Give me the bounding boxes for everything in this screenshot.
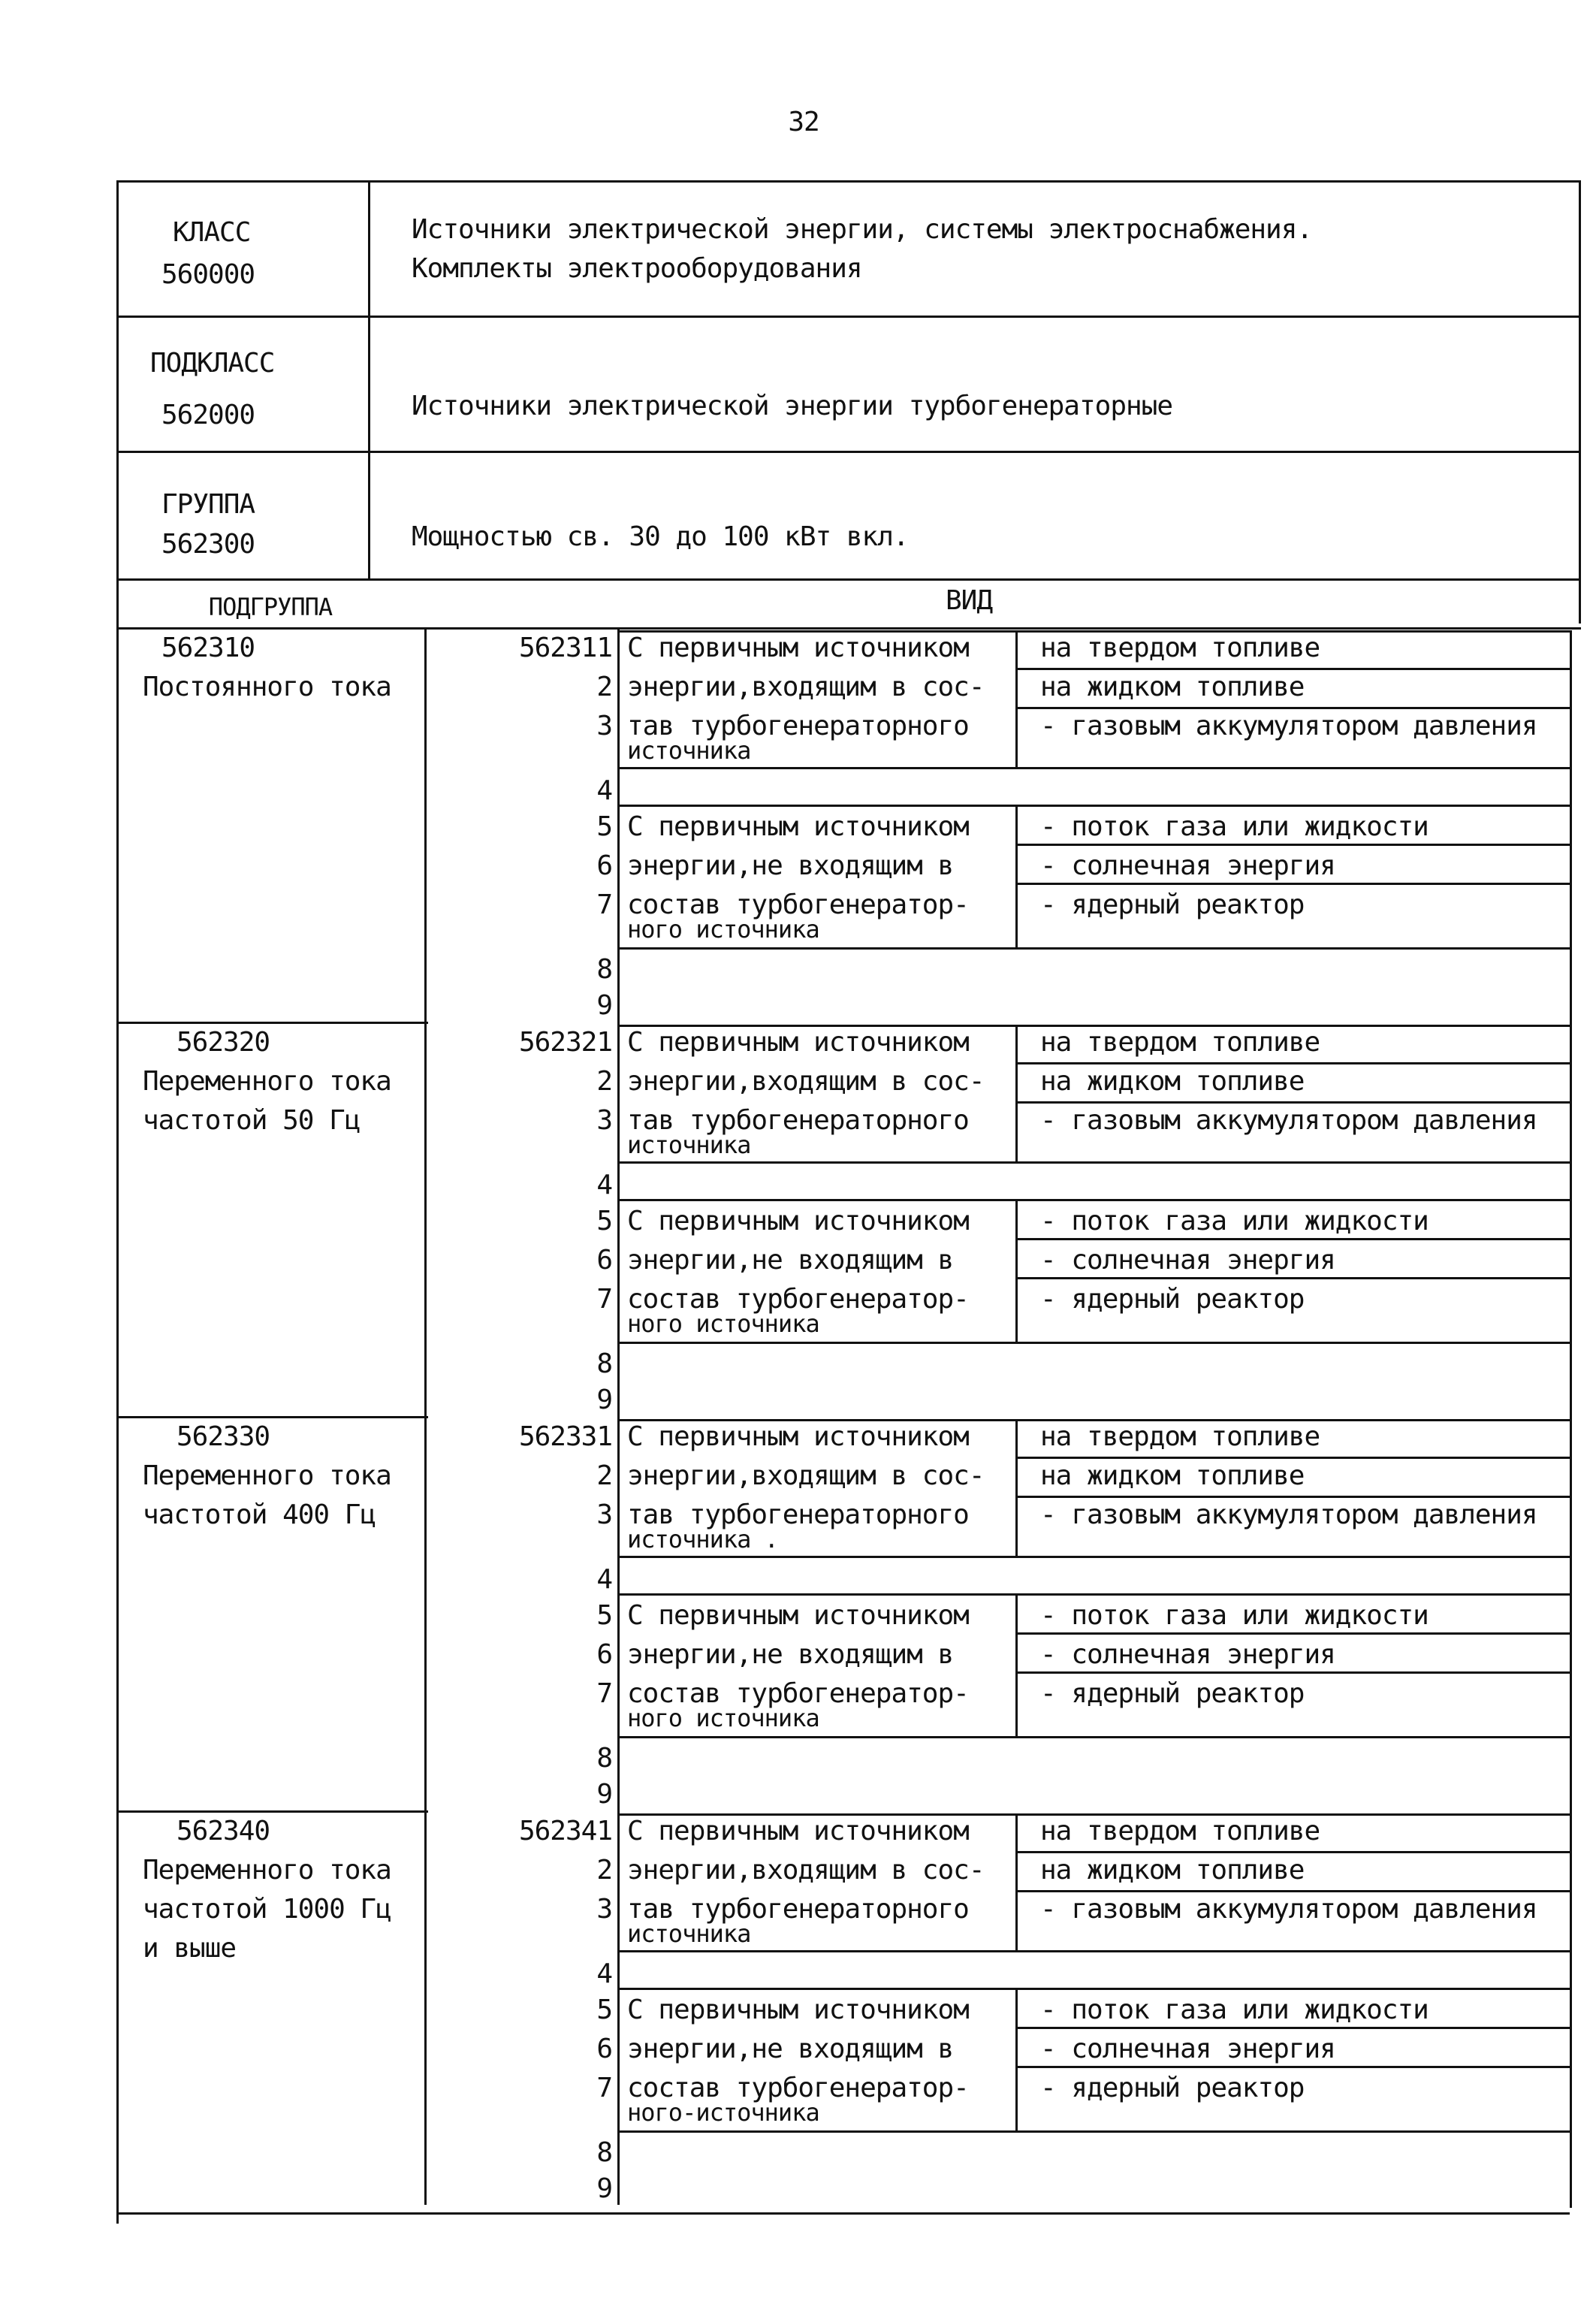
subclass-text: Источники электрической энергии турбогенераторные [412,391,1173,421]
kind-description: состав турбогенератор- [627,1678,969,1709]
kind-description: энергии,не входящим в [627,2034,954,2064]
kind-value: - поток газа или жидкости [1040,1994,1429,2025]
row-line [1015,1238,1570,1240]
kind-number: 562321 [518,1027,612,1058]
subgroup-code: 562310 [161,633,255,663]
subgroup-column-header: ПОДГРУППА [208,593,333,621]
number-column-divider [617,1022,620,1416]
kind-description: состав турбогенератор- [627,2073,969,2103]
row-line [617,1199,1570,1201]
kind-number: 4 [596,1564,612,1595]
kind-value: - поток газа или жидкости [1040,1600,1429,1631]
kind-value-divider [1015,1593,1018,1736]
row-line [617,1988,1570,1990]
kind-description: энергии,входящим в сос- [627,1066,985,1097]
kind-number: 562331 [518,1421,612,1452]
row-line [617,767,1570,769]
kind-number: 9 [596,1385,612,1415]
kind-description: состав турбогенератор- [627,1284,969,1315]
kind-description: С первичным источником [627,1600,969,1631]
kind-value: - газовым аккумулятором давления [1040,1105,1537,1136]
kind-number: 6 [596,1639,612,1670]
kind-value: на жидком топливе [1040,1460,1305,1491]
class-text-line2: Комплекты электрооборудования [412,253,862,284]
kind-description: состав турбогенератор- [627,889,969,920]
group-label: ГРУППА [161,489,255,520]
kind-description: источника [627,1131,751,1159]
row-line [1015,1101,1570,1104]
subgroup-name: и выше [143,1933,237,1964]
row-line [1015,1890,1570,1892]
kind-number: 3 [596,1499,612,1530]
kind-description: ного источника [627,1704,819,1732]
kind-number: 7 [596,1678,612,1709]
kind-value: - солнечная энергия [1040,1245,1335,1276]
page-number: 32 [788,107,819,137]
kind-value: на жидком топливе [1040,1066,1305,1097]
kind-value: - ядерный реактор [1040,1284,1305,1315]
row-line [1015,707,1570,709]
kind-number: 4 [596,775,612,806]
kind-value: на твердом топливе [1040,1816,1320,1847]
kind-value-divider [1015,1419,1018,1556]
kind-value-divider [1015,630,1018,767]
kind-number: 8 [596,2137,612,2168]
table-bottom-border [116,2212,1570,2215]
row-line [1015,2027,1570,2029]
row-line [617,1556,1570,1558]
subclass-label: ПОДКЛАСС [150,348,275,379]
kind-value: - газовым аккумулятором давления [1040,1499,1537,1530]
kind-value: на жидком топливе [1040,672,1305,702]
kind-number: 2 [596,1855,612,1886]
kind-number: 5 [596,1994,612,2025]
row-line [1015,1277,1570,1279]
kind-value: - газовым аккумулятором давления [1040,1894,1537,1925]
subclass-code: 562000 [161,400,255,430]
table-right-border [1570,1813,1572,2208]
kind-description: источника [627,1919,751,1948]
row-line [1015,2066,1570,2068]
kind-number: 3 [596,1894,612,1925]
row-line [1015,1632,1570,1635]
kind-number: 5 [596,1206,612,1237]
subgroup-name: Переменного тока [143,1066,391,1097]
kind-number: 6 [596,850,612,881]
kind-description: С первичным источником [627,1421,969,1452]
row-line [617,805,1570,807]
kind-description: тав турбогенераторного [627,1105,969,1136]
row-line [617,1736,1570,1738]
subgroup-name: Переменного тока [143,1460,391,1491]
row-line [617,1593,1570,1596]
table-right-border [1570,1025,1572,1419]
kind-value: - газовым аккумулятором давления [1040,711,1537,741]
row-line [617,2130,1570,2133]
class-label: КЛАСС [173,217,251,248]
kind-number: 562311 [518,633,612,663]
kind-number: 6 [596,2034,612,2064]
row-line [1015,883,1570,885]
kind-description: ного источника [627,1309,819,1338]
subgroup-divider [116,1416,428,1418]
number-column-divider [617,1810,620,2205]
kind-value-divider [1015,1813,1018,1950]
row-line [1015,668,1570,670]
row-line [617,1950,1570,1952]
kind-number: 5 [596,1600,612,1631]
kind-description: С первичным источником [627,1206,969,1237]
kind-number: 9 [596,2173,612,2204]
class-code: 560000 [161,259,255,290]
kind-description: энергии,не входящим в [627,1245,954,1276]
kind-description: С первичным источником [627,1994,969,2025]
row-line [617,1342,1570,1344]
kind-value-divider [1015,1199,1018,1342]
group-code: 562300 [161,529,255,560]
subgroup-name: Постоянного тока [143,672,391,702]
table-right-border [1570,1419,1572,1813]
row-line [1015,1457,1570,1459]
kind-value: на жидком топливе [1040,1855,1305,1886]
kind-description: источника [627,736,751,765]
row-line [1015,1851,1570,1853]
kind-description: энергии,входящим в сос- [627,1855,985,1886]
row-line [1015,1671,1570,1674]
kind-value: - солнечная энергия [1040,2034,1335,2064]
row-line [1015,844,1570,846]
kind-number: 6 [596,1245,612,1276]
subgroup-code: 562340 [176,1816,270,1847]
kind-value: - поток газа или жидкости [1040,811,1429,842]
kind-value-divider [1015,1025,1018,1161]
row-line [617,947,1570,950]
kind-description: энергии,входящим в сос- [627,672,985,702]
kind-number: 8 [596,954,612,985]
kind-number: 5 [596,811,612,842]
subgroup-name: частотой 1000 Гц [143,1894,391,1925]
kind-description: С первичным источником [627,1816,969,1847]
kind-description: энергии,не входящим в [627,1639,954,1670]
kind-column-header: ВИД [945,585,993,616]
kind-number: 562341 [518,1816,612,1847]
kind-value: - ядерный реактор [1040,1678,1305,1709]
kind-description: энергии,входящим в сос- [627,1460,985,1491]
row-line [1015,1062,1570,1064]
group-text: Мощностью св. 30 до 100 кВт вкл. [412,521,909,552]
row-line [617,1161,1570,1164]
kind-number: 3 [596,1105,612,1136]
subgroup-divider [116,1810,428,1813]
class-text-line1: Источники электрической энергии, системы электроснабжения. [412,214,1313,245]
kind-value: - солнечная энергия [1040,850,1335,881]
kind-number: 4 [596,1170,612,1200]
number-column-divider [617,627,620,1022]
kind-description: ного-источника [627,2098,819,2127]
kind-description: тав турбогенераторного [627,711,969,741]
subgroup-code: 562320 [176,1027,270,1058]
number-column-divider [617,1416,620,1810]
table-right-border [1570,630,1572,1025]
kind-description: С первичным источником [627,811,969,842]
row-line [1015,1496,1570,1498]
kind-value: на твердом топливе [1040,633,1320,663]
kind-number: 9 [596,1779,612,1810]
subgroup-name: Переменного тока [143,1855,391,1886]
kind-number: 2 [596,672,612,702]
kind-number: 9 [596,990,612,1021]
subgroup-divider [116,627,428,630]
kind-number: 3 [596,711,612,741]
kind-number: 2 [596,1066,612,1097]
kind-number: 7 [596,1284,612,1315]
kind-number: 7 [596,889,612,920]
kind-description: источника . [627,1525,778,1554]
kind-number: 2 [596,1460,612,1491]
kind-number: 8 [596,1348,612,1379]
kind-value: - солнечная энергия [1040,1639,1335,1670]
kind-value: - ядерный реактор [1040,2073,1305,2103]
kind-description: тав турбогенераторного [627,1499,969,1530]
kind-description: ного источника [627,915,819,944]
kind-value: на твердом топливе [1040,1027,1320,1058]
subgroup-code: 562330 [176,1421,270,1452]
kind-value: - ядерный реактор [1040,889,1305,920]
kind-value: - поток газа или жидкости [1040,1206,1429,1237]
kind-description: тав турбогенераторного [627,1894,969,1925]
kind-number: 7 [596,2073,612,2103]
kind-description: С первичным источником [627,1027,969,1058]
kind-value-divider [1015,1988,1018,2130]
kind-number: 8 [596,1743,612,1774]
kind-value-divider [1015,805,1018,947]
subgroup-divider [116,1022,428,1024]
kind-number: 4 [596,1958,612,1989]
kind-value: на твердом топливе [1040,1421,1320,1452]
subgroup-name: частотой 400 Гц [143,1499,376,1530]
kind-description: энергии,не входящим в [627,850,954,881]
subgroup-name: частотой 50 Гц [143,1105,361,1136]
kind-description: С первичным источником [627,633,969,663]
